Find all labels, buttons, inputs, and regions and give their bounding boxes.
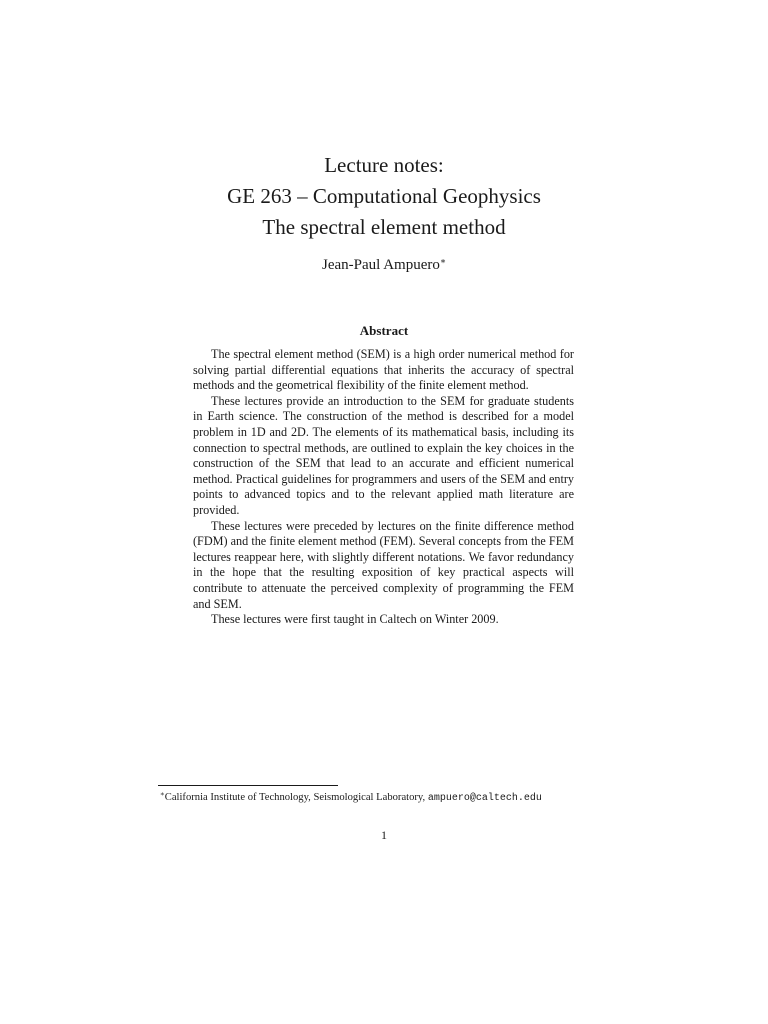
abstract-paragraph-1: The spectral element method (SEM) is a high order numerical method for solving partial differential equations that inherits the accuracy of spectral methods and the geometrical flexibility of the finite element method. bbox=[193, 347, 574, 393]
page-number: 1 bbox=[381, 828, 387, 842]
document-title bbox=[0, 150, 768, 243]
abstract-paragraph-3: These lectures were preceded by lectures on the finite difference method (FDM) and the finite element method (FEM). Several concepts from the FEM lectures reappear here, with slightly different notations. We favor redundancy in the hope that the resulting exposition of key practical aspects will contribute to attenuate the perceived complexity of programming the FEM and SEM. bbox=[193, 518, 574, 611]
footnote-affiliation: California Institute of Technology, Seismological Laboratory, bbox=[164, 792, 428, 803]
footnote bbox=[160, 790, 620, 804]
footnote-divider bbox=[158, 785, 338, 786]
footnote-marker: ∗ bbox=[160, 790, 165, 798]
title-line-2: GE 263 – Computational Geophysics bbox=[227, 184, 541, 208]
title-line-3: The spectral element method bbox=[262, 215, 506, 239]
title-line-1: Lecture notes: bbox=[324, 153, 444, 177]
abstract-body bbox=[193, 347, 574, 628]
footnote-email-link[interactable]: ampuero@caltech.edu bbox=[427, 793, 542, 804]
abstract-heading: Abstract bbox=[359, 323, 409, 338]
abstract-paragraph-2: These lectures provide an introduction to the SEM for graduate students in Earth science. The construction of the method is described for a model problem in 1D and 2D. The elements of its mathematical basis, including its connection to spectral methods, are outlined to explain the key choices in the construction of the SEM that lead to an accurate and efficient numerical method. Practical guidelines for programmers and users of the SEM and entry points to advanced topics and to the relevant applied math literature are provided. bbox=[193, 393, 574, 517]
abstract-paragraph-4: These lectures were first taught in Caltech on Winter 2009. bbox=[211, 612, 499, 627]
author-footnote-marker: ∗ bbox=[439, 256, 446, 266]
author-line bbox=[0, 256, 768, 274]
author-name: Jean-Paul Ampuero bbox=[321, 257, 440, 273]
